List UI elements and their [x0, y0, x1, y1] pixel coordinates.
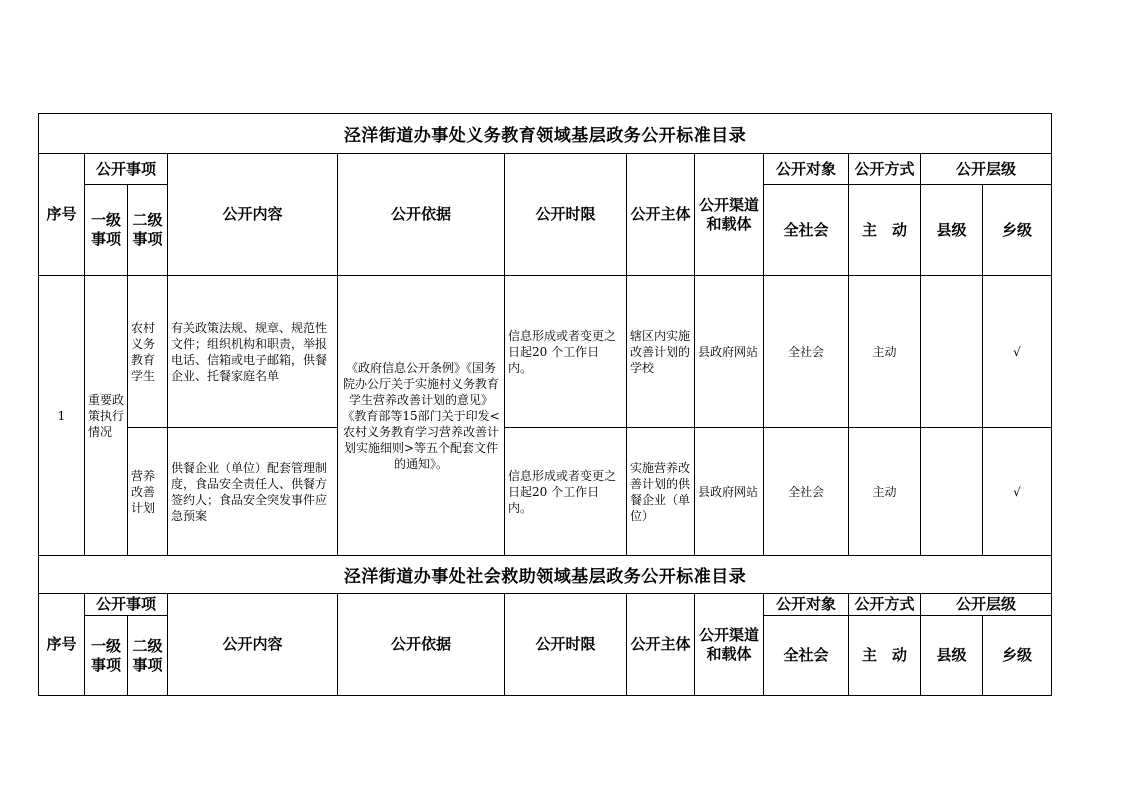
header-level1: 一级事项 — [85, 616, 128, 696]
header-channel: 公开渠道和载体 — [695, 594, 764, 696]
row-level1: 重要政策执行情况 — [85, 276, 128, 556]
row-target: 全社会 — [764, 428, 849, 556]
header-basis: 公开依据 — [338, 594, 505, 696]
table-row — [39, 428, 1052, 556]
header-matter: 公开事项 — [85, 594, 168, 616]
table2-title: 泾洋街道办事处社会救助领域基层政务公开标准目录 — [39, 556, 1052, 594]
header-level2: 二级事项 — [128, 616, 168, 696]
header-time-limit: 公开时限 — [505, 154, 627, 276]
row-level2: 农村义务教育学生 — [128, 276, 168, 428]
standard-catalog-sheet — [38, 113, 1052, 696]
header-all-society: 全社会 — [764, 185, 849, 276]
header-tier: 公开层级 — [921, 154, 1052, 185]
header-time-limit: 公开时限 — [505, 594, 627, 696]
row-subject: 实施营养改善计划的供餐企业（单位） — [627, 428, 695, 556]
row-township-check: √ — [983, 276, 1052, 428]
header-level2: 二级事项 — [128, 185, 168, 276]
header-all-society: 全社会 — [764, 616, 849, 696]
header-township: 乡级 — [983, 185, 1052, 276]
row-channel: 县政府网站 — [695, 276, 764, 428]
header-tier: 公开层级 — [921, 594, 1052, 616]
row-target: 全社会 — [764, 276, 849, 428]
header-subject: 公开主体 — [627, 154, 695, 276]
header-matter: 公开事项 — [85, 154, 168, 185]
table1-title: 泾洋街道办事处义务教育领域基层政务公开标准目录 — [39, 114, 1052, 154]
row-basis: 《政府信息公开条例》《国务院办公厅关于实施村义务教育学生营养改善计划的意见》《教育部等15部门关于印发<农村义务教育学习营养改善计划实施细则>等五个配套文件的通知》。 — [338, 276, 505, 556]
header-township: 乡级 — [983, 616, 1052, 696]
header-active: 主 动 — [849, 185, 921, 276]
row-township-check: √ — [983, 428, 1052, 556]
header-channel: 公开渠道和载体 — [695, 154, 764, 276]
row-subject: 辖区内实施改善计划的学校 — [627, 276, 695, 428]
header-method: 公开方式 — [849, 154, 921, 185]
header-target: 公开对象 — [764, 594, 849, 616]
row-county — [921, 276, 983, 428]
header-content: 公开内容 — [168, 594, 338, 696]
table-row — [39, 276, 1052, 428]
row-content: 供餐企业（单位）配套管理制度，食品安全责任人、供餐方签约人；食品安全突发事件应急预案 — [168, 428, 338, 556]
row-channel: 县政府网站 — [695, 428, 764, 556]
header-target: 公开对象 — [764, 154, 849, 185]
header-seq: 序号 — [39, 594, 85, 696]
row-time-limit: 信息形成或者变更之日起20 个工作日内。 — [505, 276, 627, 428]
row-content: 有关政策法规、规章、规范性文件；组织机构和职责，举报电话、信箱或电子邮箱，供餐企业、托餐家庭名单 — [168, 276, 338, 428]
row-method: 主动 — [849, 276, 921, 428]
header-content: 公开内容 — [168, 154, 338, 276]
header-subject: 公开主体 — [627, 594, 695, 696]
row-level2: 营养改善计划 — [128, 428, 168, 556]
row-time-limit: 信息形成或者变更之日起20 个工作日内。 — [505, 428, 627, 556]
header-county: 县级 — [921, 616, 983, 696]
header-active: 主 动 — [849, 616, 921, 696]
row-method: 主动 — [849, 428, 921, 556]
header-basis: 公开依据 — [338, 154, 505, 276]
header-level1: 一级事项 — [85, 185, 128, 276]
header-county: 县级 — [921, 185, 983, 276]
header-seq: 序号 — [39, 154, 85, 276]
row-seq: 1 — [39, 276, 85, 556]
row-county — [921, 428, 983, 556]
header-method: 公开方式 — [849, 594, 921, 616]
